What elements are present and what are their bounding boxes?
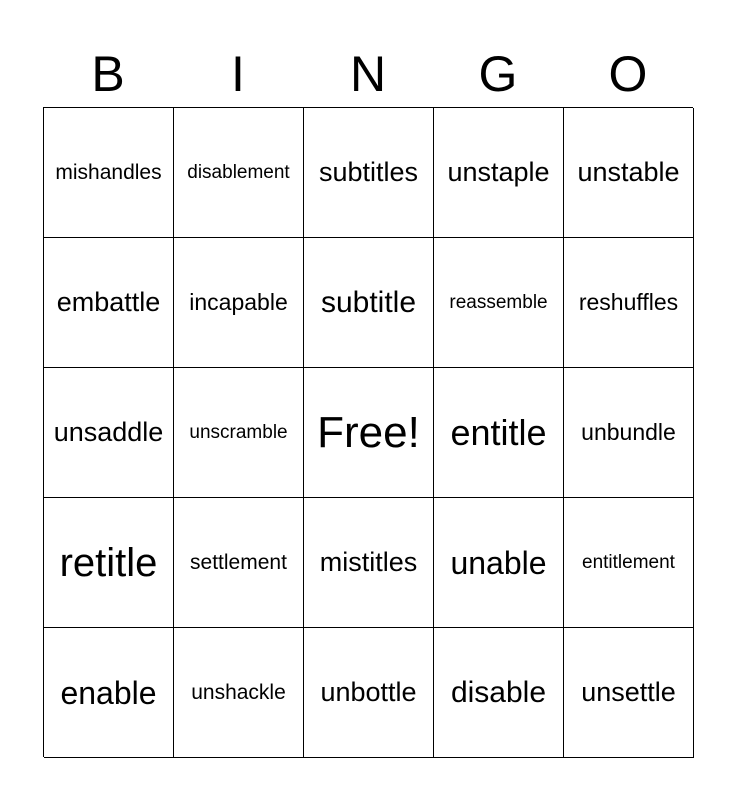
bingo-cell[interactable]: unsaddle (44, 368, 174, 498)
bingo-cell[interactable]: disable (434, 628, 564, 758)
bingo-cell[interactable]: unbundle (564, 368, 694, 498)
bingo-cell[interactable]: unsettle (564, 628, 694, 758)
bingo-cell[interactable]: subtitles (304, 108, 434, 238)
header-letter-g: G (478, 46, 518, 102)
bingo-cell[interactable]: settlement (174, 498, 304, 628)
header-letter-b: B (91, 46, 125, 102)
bingo-cell[interactable]: unbottle (304, 628, 434, 758)
bingo-cell[interactable]: disablement (174, 108, 304, 238)
bingo-cell[interactable]: unscramble (174, 368, 304, 498)
bingo-header (43, 44, 693, 104)
header-letter-n: N (349, 46, 387, 102)
bingo-cell[interactable]: unshackle (174, 628, 304, 758)
bingo-cell[interactable]: mistitles (304, 498, 434, 628)
bingo-cell[interactable]: reassemble (434, 238, 564, 368)
free-space-cell[interactable]: Free! (304, 368, 434, 498)
bingo-cell[interactable]: enable (44, 628, 174, 758)
bingo-board (43, 107, 693, 757)
bingo-cell[interactable]: unstable (564, 108, 694, 238)
bingo-cell[interactable]: entitle (434, 368, 564, 498)
bingo-cell[interactable]: reshuffles (564, 238, 694, 368)
header-letter-o: O (608, 46, 648, 102)
bingo-cell[interactable]: embattle (44, 238, 174, 368)
bingo-cell[interactable]: unstaple (434, 108, 564, 238)
bingo-cell[interactable]: entitlement (564, 498, 694, 628)
bingo-cell[interactable]: subtitle (304, 238, 434, 368)
bingo-cell[interactable]: retitle (44, 498, 174, 628)
bingo-cell[interactable]: incapable (174, 238, 304, 368)
bingo-cell[interactable]: mishandles (44, 108, 174, 238)
header-letter-i: I (231, 46, 245, 102)
bingo-cell[interactable]: unable (434, 498, 564, 628)
